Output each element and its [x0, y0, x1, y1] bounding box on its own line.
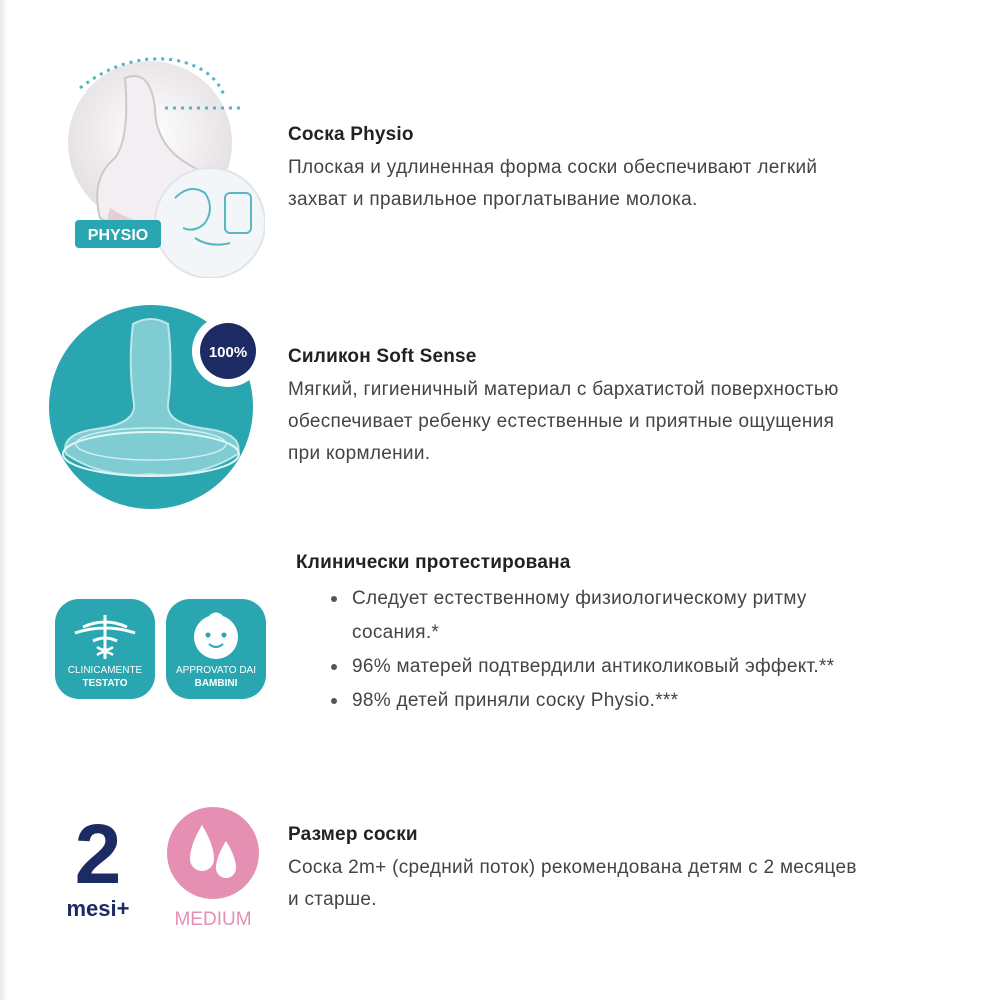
soft-sense-line-3: при кормлении. — [288, 443, 431, 464]
baby-approved-icon — [164, 597, 268, 701]
bullet-icon — [331, 664, 337, 670]
soft-sense-line-2: обеспечивает ребенку естественные и приятные ощущения — [288, 411, 835, 432]
physio-block — [288, 124, 968, 216]
size-line-2: и старше. — [288, 889, 377, 910]
soft-sense-percent: 100% — [208, 344, 248, 361]
soft-sense-title: Силикон Soft Sense — [288, 346, 477, 367]
clinical-item-1-line-1: Следует естественному физиологическому ритму — [352, 588, 807, 609]
physio-line-2: захват и правильное проглатывание молока. — [288, 189, 698, 210]
size-title: Размер соски — [288, 824, 418, 845]
clinical-item-1-line-2: сосания.* — [352, 622, 440, 643]
medium-flow-icon — [160, 805, 270, 935]
size-line-1: Соска 2m+ (средний поток) рекомендована детям с 2 месяцев — [288, 857, 857, 878]
clinical-item-3: 98% детей приняли соску Physio.*** — [352, 690, 679, 711]
size-block — [288, 824, 978, 916]
clinically-tested-line-2: TESTATO — [82, 678, 128, 689]
age-unit: mesi+ — [66, 896, 130, 921]
left-edge-shadow — [0, 0, 8, 1000]
clinical-list — [296, 582, 986, 718]
physio-nipple-image — [55, 48, 265, 278]
clinical-list-item — [296, 650, 986, 684]
physio-line-1: Плоская и удлиненная форма соски обеспечивают легкий — [288, 157, 818, 178]
baby-approved-line-1: APPROVATO DAI — [175, 665, 257, 676]
age-number: 2 — [74, 807, 122, 901]
soft-sense-line-1: Мягкий, гигиеничный материал с бархатистой поверхностью — [288, 379, 839, 400]
clinically-tested-line-1: CLINICAMENTE — [67, 665, 143, 676]
clinical-title: Клинически протестирована — [296, 552, 571, 573]
medium-label: MEDIUM — [174, 909, 252, 930]
bullet-icon — [331, 596, 337, 602]
soft-sense-block — [288, 346, 978, 470]
physio-badge-text: PHYSIO — [87, 227, 149, 244]
baby-approved-line-2: BAMBINI — [194, 678, 238, 689]
clinical-item-2: 96% матерей подтвердили антиколиковый эффект.** — [352, 656, 835, 677]
clinical-block — [296, 552, 986, 718]
physio-title: Соска Physio — [288, 124, 414, 145]
clinically-tested-icon — [53, 597, 157, 701]
soft-sense-nipple-image — [48, 304, 278, 514]
bullet-icon — [331, 698, 337, 704]
clinical-list-item — [296, 684, 986, 718]
clinical-list-item — [296, 582, 986, 650]
age-2-months-icon — [48, 807, 148, 922]
